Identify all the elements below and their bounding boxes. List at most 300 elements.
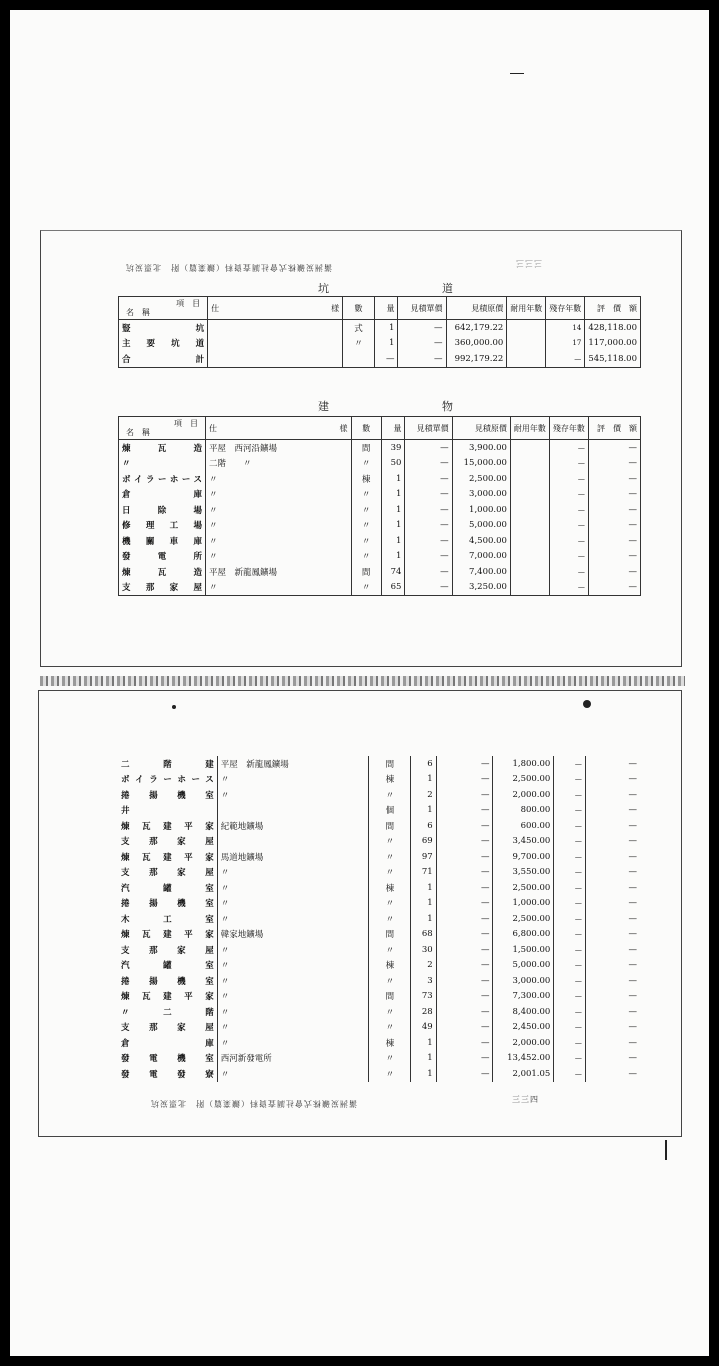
cell-estimate: 642,179.22 bbox=[446, 320, 507, 336]
cell-unit: 〃 bbox=[351, 487, 381, 503]
cell-unit-price: — bbox=[398, 336, 446, 352]
cell-remaining: — bbox=[549, 440, 588, 456]
cell-spec: 平屋 新龍鳳鑛場 bbox=[205, 564, 351, 580]
table-row bbox=[118, 1066, 640, 1082]
cell-qty: 1 bbox=[374, 320, 398, 336]
cell-estimate: 7,400.00 bbox=[452, 564, 510, 580]
header-unit: 數 bbox=[343, 297, 375, 320]
cell-value: — bbox=[628, 975, 637, 986]
cell-value: — bbox=[628, 1037, 637, 1048]
cell-name: 〃 bbox=[119, 456, 206, 472]
header-remaining: 殘存年數 bbox=[546, 297, 585, 320]
cell-unit-price: — bbox=[436, 787, 493, 803]
cell-unit: 〃 bbox=[351, 533, 381, 549]
cell-years: — bbox=[554, 989, 586, 1005]
cell-unit: 〃 bbox=[369, 1051, 411, 1067]
cell-years: — bbox=[554, 1004, 586, 1020]
cell-spec: 〃 bbox=[205, 533, 351, 549]
cell-unit: 〃 bbox=[369, 911, 411, 927]
cell-name: 發 電 所 bbox=[119, 549, 206, 565]
cell-qty: 39 bbox=[381, 440, 405, 456]
cell-unit-price: — bbox=[405, 487, 452, 503]
cell-name: 支 那 家 屋 bbox=[118, 1020, 217, 1036]
cell-estimate: 800.00 bbox=[493, 803, 554, 819]
cell-name: 〃 二 階 bbox=[118, 1004, 217, 1020]
cell-value: — bbox=[628, 882, 637, 893]
cell-name: 修 理 工 場 bbox=[119, 518, 206, 534]
cell-value: — bbox=[628, 535, 637, 546]
cell-unit: 間 bbox=[351, 440, 381, 456]
cell-name: 捲 揚 機 室 bbox=[118, 973, 217, 989]
cell-qty: 65 bbox=[381, 580, 405, 596]
cell-qty: 68 bbox=[411, 927, 436, 943]
cell-spec: 〃 bbox=[217, 1035, 369, 1051]
cell-unit: 間 bbox=[369, 927, 411, 943]
cell-unit: 〃 bbox=[351, 456, 381, 472]
header-unit-price: 見積單價 bbox=[405, 417, 452, 440]
cell-estimate: 2,500.00 bbox=[493, 772, 554, 788]
running-header-bottom: 滿洲炭礦株式會社調査資料（鑛業篇）附 北票炭坑 bbox=[150, 1099, 357, 1108]
header-spec: 仕 様 bbox=[205, 417, 351, 440]
cell-name: ボイラーホース bbox=[118, 772, 217, 788]
cell-value: — bbox=[628, 820, 637, 831]
cell-years: — bbox=[554, 958, 586, 974]
cell-name: 汽 罐 室 bbox=[118, 958, 217, 974]
cell-qty: 1 bbox=[381, 502, 405, 518]
cell-remaining: — bbox=[549, 502, 588, 518]
cell-years: — bbox=[554, 818, 586, 834]
cell-qty: 1 bbox=[411, 1066, 436, 1082]
cell-unit: 〃 bbox=[351, 580, 381, 596]
cell-value: — bbox=[628, 851, 637, 862]
cell-remaining: — bbox=[549, 549, 588, 565]
cell-unit-price: — bbox=[436, 834, 493, 850]
table-header bbox=[119, 297, 641, 320]
cell-value: — bbox=[628, 836, 637, 847]
cell-value: — bbox=[628, 991, 637, 1002]
cell-years: — bbox=[554, 942, 586, 958]
cell-spec: 〃 bbox=[205, 502, 351, 518]
cell-qty: — bbox=[374, 351, 398, 367]
scan-speck bbox=[510, 73, 524, 74]
cell-estimate: 13,452.00 bbox=[493, 1051, 554, 1067]
cell-value: — bbox=[628, 929, 637, 940]
cell-name: 發 電 機 室 bbox=[118, 1051, 217, 1067]
cell-name: ボイラーホース bbox=[119, 471, 206, 487]
cell-name: 煉 瓦 建 平 家 bbox=[118, 989, 217, 1005]
header-name: 名 稱 bbox=[126, 308, 150, 317]
cell-name: 合 計 bbox=[119, 351, 208, 367]
cell-years bbox=[510, 440, 549, 456]
cell-unit-price: — bbox=[436, 1035, 493, 1051]
cell-value: — bbox=[628, 805, 637, 816]
cell-spec: 〃 bbox=[217, 896, 369, 912]
table-row bbox=[118, 880, 640, 896]
cell-estimate: 360,000.00 bbox=[446, 336, 507, 352]
cell-unit-price: — bbox=[405, 533, 452, 549]
cell-remaining: 17 bbox=[546, 336, 585, 352]
cell-qty: 71 bbox=[411, 865, 436, 881]
cell-spec: 〃 bbox=[205, 487, 351, 503]
cell-value: — bbox=[628, 898, 637, 909]
cell-estimate: 3,250.00 bbox=[452, 580, 510, 596]
cell-qty: 1 bbox=[411, 880, 436, 896]
cell-spec: 〃 bbox=[217, 989, 369, 1005]
cell-estimate: 600.00 bbox=[493, 818, 554, 834]
scan-speck bbox=[172, 705, 176, 709]
cell-unit: 〃 bbox=[369, 896, 411, 912]
cell-spec: 二階 〃 bbox=[205, 456, 351, 472]
cell-remaining: — bbox=[549, 533, 588, 549]
table-header bbox=[119, 417, 641, 440]
cell-qty: 1 bbox=[411, 896, 436, 912]
cell-estimate: 3,450.00 bbox=[493, 834, 554, 850]
cell-unit: 〃 bbox=[369, 1066, 411, 1082]
cell-name: 支 那 家 屋 bbox=[118, 865, 217, 881]
cell-years: — bbox=[554, 1035, 586, 1051]
cell-name: 煉 瓦 造 bbox=[119, 564, 206, 580]
header-value: 評 價 額 bbox=[585, 297, 641, 320]
cell-value: — bbox=[628, 489, 637, 500]
header-remaining: 殘存年數 bbox=[549, 417, 588, 440]
cell-qty: 74 bbox=[381, 564, 405, 580]
scan-speck bbox=[665, 1140, 667, 1160]
cell-name: 發 電 發 寮 bbox=[118, 1066, 217, 1082]
cell-name: 汽 罐 室 bbox=[118, 880, 217, 896]
cell-value: — bbox=[628, 1053, 637, 1064]
cell-years bbox=[507, 320, 546, 336]
cell-estimate: 4,500.00 bbox=[452, 533, 510, 549]
cell-estimate: 5,000.00 bbox=[493, 958, 554, 974]
cell-estimate: 3,900.00 bbox=[452, 440, 510, 456]
table-row bbox=[119, 336, 641, 352]
cell-unit-price: — bbox=[436, 896, 493, 912]
cell-value: — bbox=[628, 758, 637, 769]
cell-unit: 棟 bbox=[369, 1035, 411, 1051]
cell-remaining: — bbox=[549, 580, 588, 596]
header-spec: 仕 様 bbox=[208, 297, 343, 320]
cell-years bbox=[510, 518, 549, 534]
cell-years bbox=[507, 351, 546, 367]
cell-spec: 馬道地鑛場 bbox=[217, 849, 369, 865]
table-row bbox=[118, 756, 640, 772]
table-row bbox=[119, 440, 641, 456]
cell-unit-price: — bbox=[436, 973, 493, 989]
table-row bbox=[119, 564, 641, 580]
cell-qty: 30 bbox=[411, 942, 436, 958]
cell-years: — bbox=[554, 880, 586, 896]
cell-spec bbox=[208, 351, 343, 367]
cell-years: — bbox=[554, 1051, 586, 1067]
cell-remaining: — bbox=[549, 518, 588, 534]
cell-spec: 〃 bbox=[217, 1004, 369, 1020]
table-row bbox=[119, 320, 641, 336]
table-row bbox=[118, 927, 640, 943]
cell-spec: 〃 bbox=[217, 880, 369, 896]
cell-spec: 西河新發電所 bbox=[217, 1051, 369, 1067]
cell-remaining: — bbox=[549, 456, 588, 472]
cell-years: — bbox=[554, 756, 586, 772]
table-row bbox=[119, 456, 641, 472]
cell-name: 煉 瓦 建 平 家 bbox=[118, 849, 217, 865]
cell-unit-price: — bbox=[436, 772, 493, 788]
cell-estimate: 1,000.00 bbox=[493, 896, 554, 912]
table-row bbox=[118, 803, 640, 819]
cell-remaining: — bbox=[549, 564, 588, 580]
cell-estimate: 2,500.00 bbox=[493, 911, 554, 927]
cell-years bbox=[510, 549, 549, 565]
cell-unit-price: — bbox=[405, 564, 452, 580]
cell-years: — bbox=[554, 911, 586, 927]
cell-unit: 式 bbox=[343, 320, 375, 336]
cell-qty: 1 bbox=[381, 487, 405, 503]
cell-spec: 〃 bbox=[205, 518, 351, 534]
cell-name: 捲 揚 機 室 bbox=[118, 787, 217, 803]
cell-estimate: 2,000.00 bbox=[493, 1035, 554, 1051]
cell-unit: 個 bbox=[369, 803, 411, 819]
cell-value: — bbox=[628, 442, 637, 453]
cell-years bbox=[507, 336, 546, 352]
table-row bbox=[118, 834, 640, 850]
section-title-buildings: 建 物 bbox=[318, 400, 473, 413]
cell-unit-price: — bbox=[436, 911, 493, 927]
cell-spec: 〃 bbox=[217, 911, 369, 927]
cell-name: 支 那 家 屋 bbox=[119, 580, 206, 596]
cell-name: 煉 瓦 造 bbox=[119, 440, 206, 456]
cell-years: — bbox=[554, 1066, 586, 1082]
cell-qty: 1 bbox=[381, 549, 405, 565]
header-name-cell bbox=[119, 297, 208, 320]
cell-unit: 〃 bbox=[369, 973, 411, 989]
cell-qty: 1 bbox=[411, 1035, 436, 1051]
table-row bbox=[118, 818, 640, 834]
building-table-continued bbox=[118, 756, 640, 1082]
cell-years: — bbox=[554, 865, 586, 881]
cell-spec: 〃 bbox=[205, 549, 351, 565]
cell-unit: 間 bbox=[369, 756, 411, 772]
cell-value: — bbox=[628, 960, 637, 971]
table-row bbox=[118, 1035, 640, 1051]
header-years: 耐用年數 bbox=[510, 417, 549, 440]
cell-unit: 〃 bbox=[369, 787, 411, 803]
cell-spec: 〃 bbox=[217, 1020, 369, 1036]
cell-unit: 〃 bbox=[369, 849, 411, 865]
header-estimate: 見積原價 bbox=[446, 297, 507, 320]
cell-value: — bbox=[628, 1068, 637, 1079]
cell-unit-price: — bbox=[405, 518, 452, 534]
cell-years bbox=[510, 471, 549, 487]
cell-unit: 〃 bbox=[369, 834, 411, 850]
cell-unit-price: — bbox=[436, 818, 493, 834]
cell-estimate: 6,800.00 bbox=[493, 927, 554, 943]
cell-unit-price: — bbox=[436, 942, 493, 958]
table-row bbox=[119, 518, 641, 534]
cell-name: 井 bbox=[118, 803, 217, 819]
table-row bbox=[118, 958, 640, 974]
cell-unit-price: — bbox=[398, 351, 446, 367]
page-number-bottom: 三三四 bbox=[512, 1095, 539, 1104]
cell-estimate: 5,000.00 bbox=[452, 518, 510, 534]
cell-unit: 〃 bbox=[369, 865, 411, 881]
cell-years: — bbox=[554, 803, 586, 819]
table-row bbox=[119, 471, 641, 487]
cell-name: 支 那 家 屋 bbox=[118, 942, 217, 958]
cell-value: 117,000.00 bbox=[588, 338, 637, 349]
cell-value: — bbox=[628, 582, 637, 593]
cell-spec bbox=[208, 336, 343, 352]
cell-name: 煉 瓦 建 平 家 bbox=[118, 927, 217, 943]
building-table bbox=[118, 416, 641, 596]
cell-estimate: 3,550.00 bbox=[493, 865, 554, 881]
cell-value: — bbox=[628, 774, 637, 785]
cell-unit: 棟 bbox=[351, 471, 381, 487]
cell-value: 428,118.00 bbox=[588, 322, 637, 333]
header-unit-price: 見積單價 bbox=[398, 297, 446, 320]
cell-years: — bbox=[554, 849, 586, 865]
cell-unit-price: — bbox=[405, 549, 452, 565]
table-row bbox=[118, 787, 640, 803]
cell-estimate: 7,300.00 bbox=[493, 989, 554, 1005]
cell-qty: 1 bbox=[411, 772, 436, 788]
tunnel-table bbox=[118, 296, 641, 368]
cell-spec: 紀範地鑛場 bbox=[217, 818, 369, 834]
cell-value: — bbox=[628, 504, 637, 515]
table-row bbox=[118, 942, 640, 958]
cell-qty: 2 bbox=[411, 787, 436, 803]
cell-spec: 〃 bbox=[217, 787, 369, 803]
cell-estimate: 8,400.00 bbox=[493, 1004, 554, 1020]
table-row bbox=[118, 989, 640, 1005]
cell-value: — bbox=[628, 551, 637, 562]
cell-name: 煉 瓦 建 平 家 bbox=[118, 818, 217, 834]
cell-unit: 〃 bbox=[369, 942, 411, 958]
cell-value: — bbox=[628, 789, 637, 800]
cell-years: — bbox=[554, 896, 586, 912]
cell-unit-price: — bbox=[436, 849, 493, 865]
cell-years: — bbox=[554, 834, 586, 850]
cell-qty: 1 bbox=[411, 911, 436, 927]
cell-value: — bbox=[628, 867, 637, 878]
cell-remaining: — bbox=[549, 487, 588, 503]
cell-estimate: 992,179.22 bbox=[446, 351, 507, 367]
table-row bbox=[118, 1004, 640, 1020]
cell-name: 倉 庫 bbox=[118, 1035, 217, 1051]
cell-unit: 棟 bbox=[369, 958, 411, 974]
table-row bbox=[118, 896, 640, 912]
table-row bbox=[119, 502, 641, 518]
cell-qty: 6 bbox=[411, 756, 436, 772]
cell-unit-price: — bbox=[405, 471, 452, 487]
cell-unit-price: — bbox=[436, 1004, 493, 1020]
header-value: 評 價 額 bbox=[588, 417, 640, 440]
cell-spec: 〃 bbox=[217, 865, 369, 881]
cell-unit: 間 bbox=[351, 564, 381, 580]
cell-unit-price: — bbox=[436, 756, 493, 772]
cell-value: — bbox=[628, 1022, 637, 1033]
cell-qty: 1 bbox=[381, 471, 405, 487]
cell-name: 二 階 建 bbox=[118, 756, 217, 772]
cell-estimate: 2,001.05 bbox=[493, 1066, 554, 1082]
cell-qty: 2 bbox=[411, 958, 436, 974]
table-row bbox=[118, 911, 640, 927]
cell-name: 支 那 家 屋 bbox=[118, 834, 217, 850]
header-item: 項 目 bbox=[173, 419, 198, 428]
cell-estimate: 2,500.00 bbox=[493, 880, 554, 896]
table-row bbox=[119, 580, 641, 596]
cell-spec: 韓家地鑛場 bbox=[217, 927, 369, 943]
cell-estimate: 2,450.00 bbox=[493, 1020, 554, 1036]
cell-unit: 間 bbox=[369, 818, 411, 834]
cell-spec: 〃 bbox=[217, 942, 369, 958]
cell-unit: 〃 bbox=[369, 1020, 411, 1036]
cell-unit-price: — bbox=[436, 880, 493, 896]
cell-qty: 1 bbox=[381, 518, 405, 534]
page-number-top: 三三三 bbox=[515, 259, 542, 268]
table-row bbox=[118, 849, 640, 865]
cell-estimate: 1,500.00 bbox=[493, 942, 554, 958]
cell-years bbox=[510, 456, 549, 472]
cell-years: — bbox=[554, 927, 586, 943]
table-row bbox=[118, 973, 640, 989]
cell-estimate: 2,000.00 bbox=[493, 787, 554, 803]
cell-years: — bbox=[554, 772, 586, 788]
cell-spec: 平屋 西河沿鑛場 bbox=[205, 440, 351, 456]
cell-estimate: 9,700.00 bbox=[493, 849, 554, 865]
cell-value: — bbox=[628, 913, 637, 924]
cell-remaining: — bbox=[546, 351, 585, 367]
cell-unit-price: — bbox=[405, 502, 452, 518]
cell-unit-price: — bbox=[436, 958, 493, 974]
table-row bbox=[118, 1020, 640, 1036]
cell-spec: 〃 bbox=[217, 1066, 369, 1082]
header-name: 名 稱 bbox=[126, 428, 150, 437]
cell-qty: 50 bbox=[381, 456, 405, 472]
cell-estimate: 7,000.00 bbox=[452, 549, 510, 565]
cell-estimate: 1,000.00 bbox=[452, 502, 510, 518]
section-title-tunnels: 坑 道 bbox=[318, 282, 473, 295]
cell-name: 捲 揚 機 室 bbox=[118, 896, 217, 912]
cell-spec: 〃 bbox=[217, 973, 369, 989]
cell-unit-price: — bbox=[405, 456, 452, 472]
cell-unit: 間 bbox=[369, 989, 411, 1005]
table-row bbox=[118, 1051, 640, 1067]
cell-name: 日 除 場 bbox=[119, 502, 206, 518]
cell-spec bbox=[217, 803, 369, 819]
cell-unit: 棟 bbox=[369, 880, 411, 896]
cell-name: 倉 庫 bbox=[119, 487, 206, 503]
cell-unit-price: — bbox=[436, 1066, 493, 1082]
cell-years: — bbox=[554, 973, 586, 989]
cell-qty: 3 bbox=[411, 973, 436, 989]
cell-qty: 28 bbox=[411, 1004, 436, 1020]
cell-years bbox=[510, 580, 549, 596]
header-estimate: 見積原價 bbox=[452, 417, 510, 440]
table-row bbox=[119, 533, 641, 549]
table-row bbox=[119, 487, 641, 503]
cell-estimate: 3,000.00 bbox=[452, 487, 510, 503]
cell-qty: 97 bbox=[411, 849, 436, 865]
cell-estimate: 3,000.00 bbox=[493, 973, 554, 989]
cell-spec: 〃 bbox=[205, 471, 351, 487]
cell-qty: 49 bbox=[411, 1020, 436, 1036]
cell-unit-price: — bbox=[405, 580, 452, 596]
cell-estimate: 2,500.00 bbox=[452, 471, 510, 487]
cell-qty: 1 bbox=[411, 1051, 436, 1067]
cell-years: — bbox=[554, 1020, 586, 1036]
scan-speck bbox=[583, 700, 591, 708]
cell-value: — bbox=[628, 458, 637, 469]
cell-spec: 平屋 新龍鳳鑛場 bbox=[217, 756, 369, 772]
